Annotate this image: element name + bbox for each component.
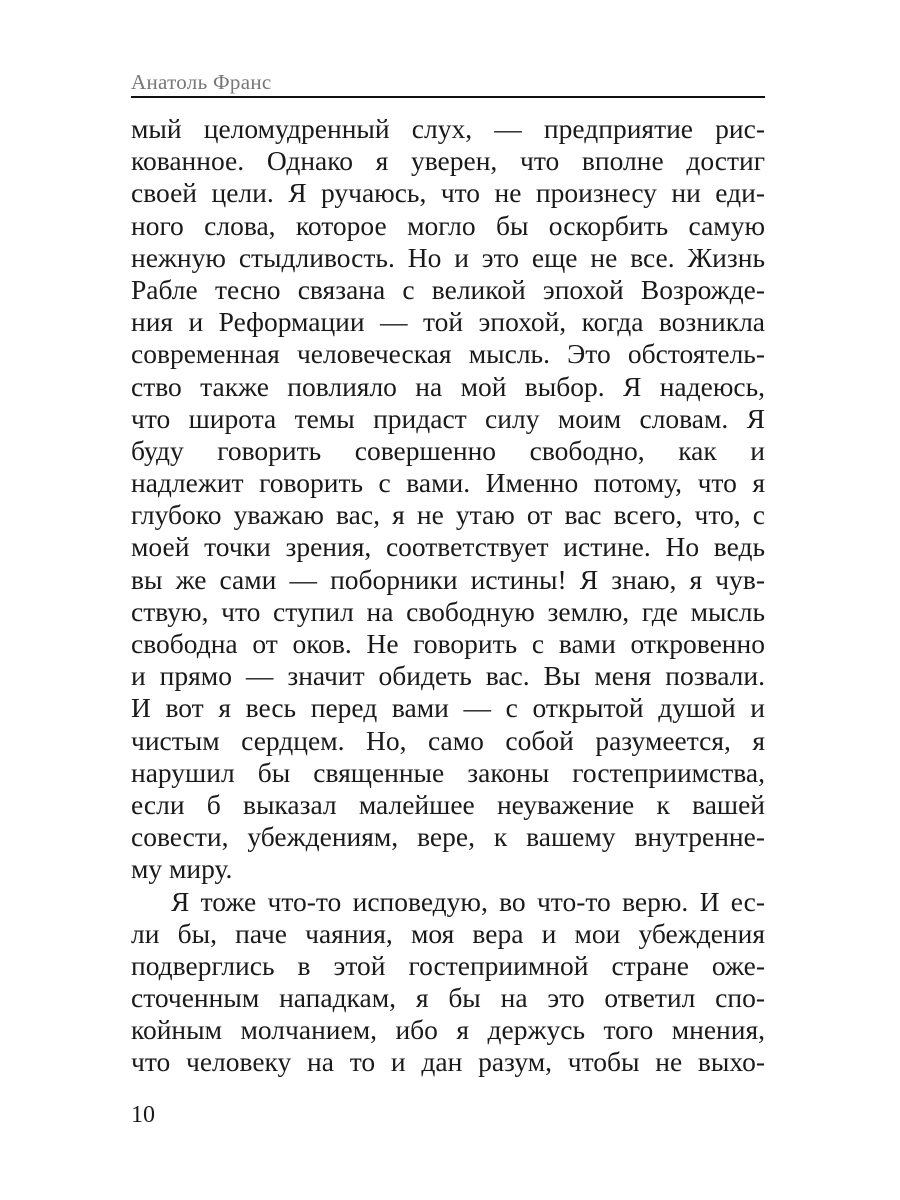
text-line: ного слова, которое могло бы оскорбить самую bbox=[131, 209, 765, 241]
text-line: вы же сами — поборники истины! Я знаю, я чув- bbox=[131, 563, 765, 595]
text-line: сточенным нападкам, я бы на это ответил спо- bbox=[131, 982, 765, 1014]
text-line: И вот я весь перед вами — с открытой душой и bbox=[131, 692, 765, 724]
text-line: ствую, что ступил на свободную землю, где мысль bbox=[131, 595, 765, 627]
text-line: современная человеческая мысль. Это обстоятель- bbox=[131, 338, 765, 370]
text-line: мый целомудренный слух, — предприятие рис- bbox=[131, 113, 765, 144]
text-line: что человеку на то и дан разум, чтобы не выхо- bbox=[131, 1046, 765, 1078]
text-line: и прямо — значит обидеть вас. Вы меня позвали. bbox=[131, 660, 765, 692]
text-line: нарушил бы священные законы гостеприимства, bbox=[131, 756, 765, 788]
text-line: совести, убеждениям, вере, к вашему внутренне- bbox=[131, 821, 765, 853]
text-line: му миру. bbox=[131, 853, 233, 885]
text-line: нежную стыдливость. Но и это еще не все. Жизнь bbox=[131, 241, 765, 273]
text-line: койным молчанием, ибо я держусь того мнения, bbox=[131, 1014, 765, 1046]
page-number: 10 bbox=[131, 1102, 155, 1128]
text-line: моей точки зрения, соответствует истине. Но ведь bbox=[131, 531, 765, 563]
text-line: если б выказал малейшее неуважение к вашей bbox=[131, 788, 765, 820]
text-line: буду говорить совершенно свободно, как и bbox=[131, 434, 765, 466]
text-line: чистым сердцем. Но, само собой разумеется, я bbox=[131, 724, 765, 756]
text-line: Я тоже что-то исповедую, во что-то верю. И ес- bbox=[171, 885, 765, 917]
header-rule bbox=[131, 96, 765, 98]
text-line: ния и Реформации — той эпохой, когда возникла bbox=[131, 306, 765, 338]
text-line: свободна от оков. Не говорить с вами откровенно bbox=[131, 628, 765, 659]
text-line: подверглись в этой гостеприимной стране оже- bbox=[131, 949, 765, 981]
running-header: Анатоль Франс bbox=[131, 70, 272, 94]
text-line: надлежит говорить с вами. Именно потому, что я bbox=[131, 467, 765, 499]
text-line: что широта темы придаст силу моим словам. Я bbox=[131, 402, 765, 434]
text-line: Рабле тесно связана с великой эпохой Возрожде- bbox=[131, 273, 765, 305]
text-line: ство также повлияло на мой выбор. Я надеюсь, bbox=[131, 370, 765, 402]
page-body bbox=[131, 113, 765, 1079]
text-line: кованное. Однако я уверен, что вполне достиг bbox=[131, 145, 765, 177]
text-line: ли бы, паче чаяния, моя вера и мои убеждения bbox=[131, 917, 765, 949]
text-line: своей цели. Я ручаюсь, что не произнесу ни еди- bbox=[131, 177, 765, 209]
text-line: глубоко уважаю вас, я не утаю от вас всего, что, с bbox=[131, 499, 765, 531]
